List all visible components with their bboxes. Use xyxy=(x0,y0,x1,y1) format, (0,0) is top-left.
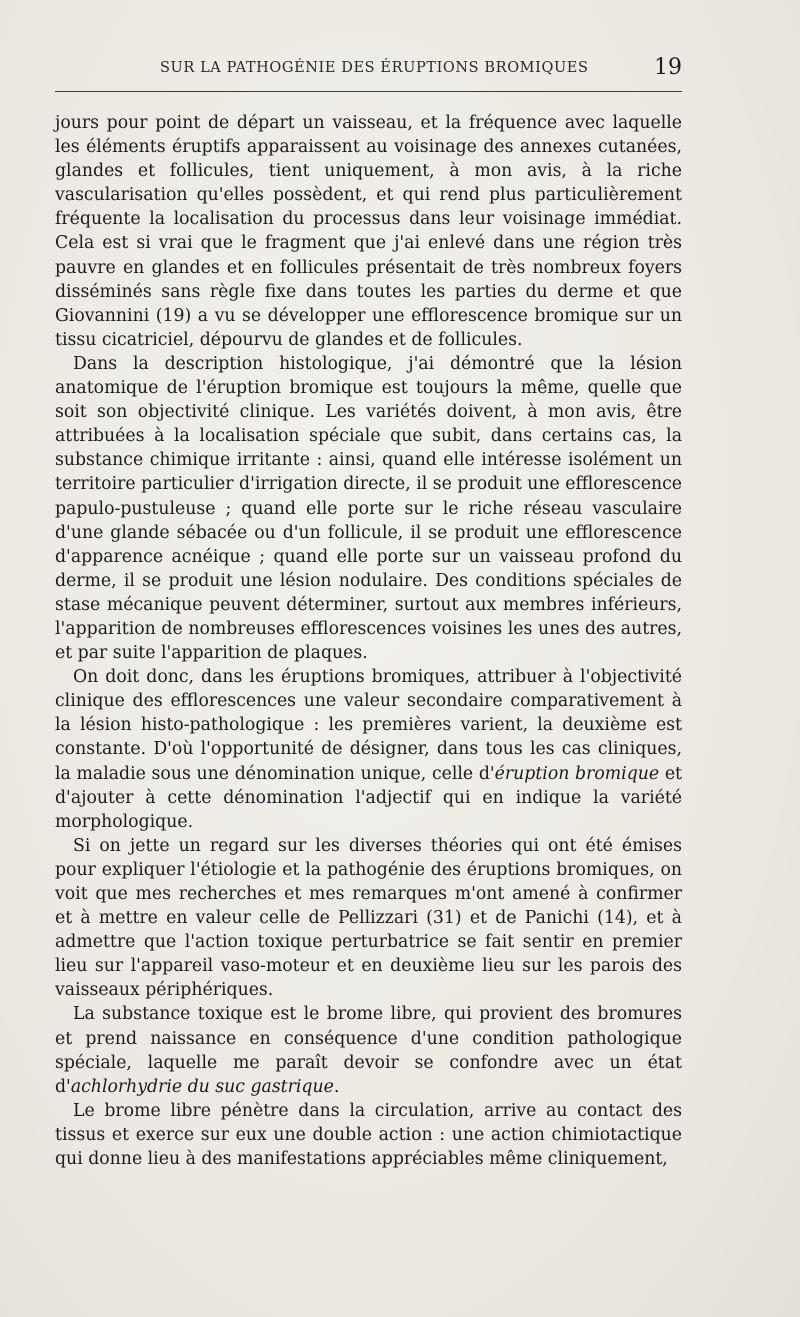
paragraph-theories: Si on jette un regard sur les diverses théories qui ont été émises pour expliquer l'étiologie et la pathogénie des éruptions bromiques, on voit que mes recherches et mes remarques m'ont amené à confirmer et à mettre en valeur celle de Pellizzari (31) et de Panichi (14), et à admettre que l'action toxique perturbatrice se fait sentir en premier lieu sur l'appareil vaso-moteur et en deuxième lieu sur les parois des vaisseaux périphériques. xyxy=(55,835,682,1001)
paragraph-histology: Dans la description histologique, j'ai démontré que la lésion anatomique de l'éruption bromique est toujours la même, quelle que soit son objectivité clinique. Les variétés doivent, à mon avis, être attribuées à la localisation spéciale que subit, dans certains cas, la substance chimique irritante : ainsi, quand elle intéresse isolément un territoire particulier d'irrigation directe, il se produit une efflorescence papulo-pustuleuse ; quand elle porte sur le riche réseau vasculaire d'une glande sébacée ou d'un follicule, il se produit une efflorescence d'apparence acnéique ; quand elle porte sur un vaisseau profond du derme, il se produit une lésion nodulaire. Des conditions spéciales de stase mécanique peuvent déterminer, surtout aux membres inférieurs, l'apparition de nombreuses efflorescences voisines les unes des autres, et par suite l'apparition de plaques. xyxy=(55,353,682,664)
paragraph-continuation: jours pour point de départ un vaisseau, et la fréquence avec laquelle les éléments éruptifs apparaissent au voisinage des annexes cutanées, glandes et follicules, tient uniquement, à mon avis, à la riche vascularisation qu'elles possèdent, et qui rend plus particulièrement fréquente la localisation du processus dans leur voisinage immédiat. Cela est si vrai que le fragment que j'ai enlevé dans une région très pauvre en glandes et en follicules présentait de très nombreux foyers disséminés sans règle fixe dans toutes les parties du derme et que Giovannini (19) a vu se développer une efflorescence bromique sur un tissu cicatriciel, dépourvu de glandes et de follicules. xyxy=(55,113,682,350)
header-rule xyxy=(55,91,682,92)
italic-term: éruption bromique xyxy=(494,763,660,784)
paragraph-text: . xyxy=(333,1076,340,1097)
paragraph-toxic-substance xyxy=(55,1002,682,1098)
paragraph-nomenclature xyxy=(55,665,682,834)
paragraph-free-bromine: Le brome libre pénètre dans la circulation, arrive au contact des tissus et exerce sur eux une double action : une action chimiotactique qui donne lieu à des manifestations appréciables même cliniquement, xyxy=(55,1100,682,1170)
page-header xyxy=(55,55,682,86)
paragraph-text: et d'ajouter à cette dénomination l'adjectif qui en indique la variété morphologique. xyxy=(55,763,682,832)
paragraph-text: La substance toxique est le brome libre, qui provient des bromures et prend naissance en conséquence d'une condition pathologique spéciale, laquelle me paraît devoir se confondre avec un état d' xyxy=(55,1004,682,1097)
page-number: 19 xyxy=(654,55,682,80)
italic-term: achlorhydrie du suc gastrique xyxy=(70,1076,334,1097)
paragraph-text: On doit donc, dans les éruptions bromiques, attribuer à l'objectivité clinique des efflorescences une valeur secondaire comparativement à la lésion histo-pathologique : les premières varient, la deuxième est constante. D'où l'opportunité de désigner, dans tous les cas cliniques, la maladie sous une dénomination unique, celle d' xyxy=(55,667,682,784)
running-title: SUR LA PATHOGÉNIE DES ÉRUPTIONS BROMIQUES xyxy=(160,60,589,76)
body-text xyxy=(55,111,682,1171)
